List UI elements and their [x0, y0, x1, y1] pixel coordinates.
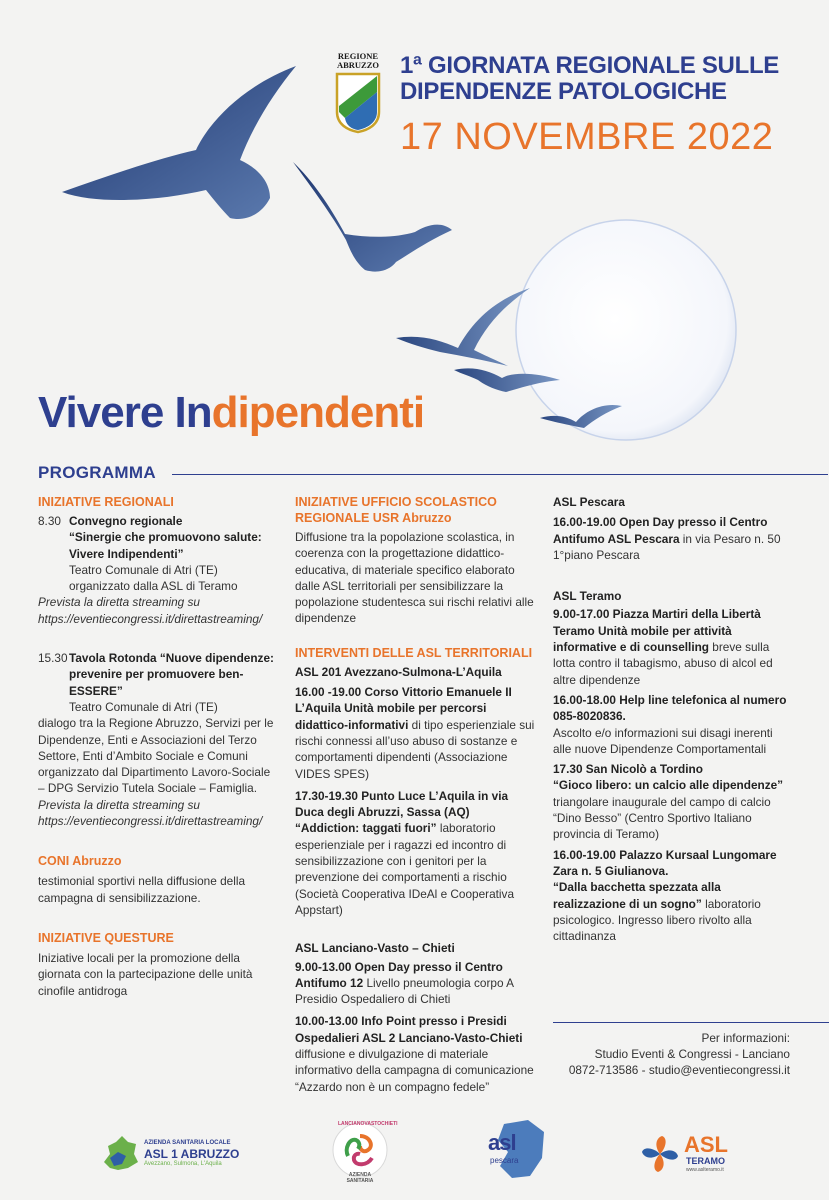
asl2-bottom-text: AZIENDA SANITARIA [346, 1172, 374, 1184]
pinwheel-icon [640, 1134, 680, 1174]
section-heading-questure: INIZIATIVE QUESTURE [38, 930, 174, 945]
asl-teramo-url: www.aslteramo.it [686, 1167, 724, 1173]
event-quote: “Dalla bacchetta spezzata alla realizzazione di un sogno” [553, 880, 721, 911]
streaming-note: Prevista la diretta streaming su [38, 797, 200, 812]
event-description: dialogo tra la Regione Abruzzo, Servizi per le Dipendenze, Enti e Associazioni del Terzo Settore, Enti d’Ambito Sociale e Comuni organizzato dal Dipartimento Lavoro-Sociale – DPG Servizio Tutela Sociale – Famiglia. [38, 716, 274, 796]
asl-teramo-heading: ASL Teramo [553, 589, 622, 604]
regione-abruzzo-crest [334, 52, 382, 134]
asl-teramo-sub: TERAMO [686, 1156, 725, 1166]
event-description: triangolare inaugurale del campo di calcio “Dino Besso” (Centro Sportivo Italiano provincia di Teramo) [553, 794, 771, 842]
asl-pescara-logo [484, 1118, 548, 1180]
event-description: laboratorio esperienziale per i ragazzi ed incontro di sensibilizzazione con i genitori per la prevenzione dei comportamenti a rischio (Società Cooperativa IDeAl e Cooperativa Appstart) [295, 821, 515, 917]
coni-text: testimonial sportivi nella diffusione della campagna di sensibilizzazione. [38, 874, 245, 905]
asl-pescara-heading: ASL Pescara [553, 495, 625, 509]
section-heading-regionali: INIZIATIVE REGIONALI [38, 495, 174, 509]
asl1-name: ASL 1 ABRUZZO [144, 1147, 240, 1161]
asl1-sub: Avezzano, Sulmona, L'Aquila [144, 1161, 222, 1167]
event-description: breve sulla lotta contro il tabagismo, abuso di alcol ed altre dipendenze [553, 640, 773, 687]
usr-text: Diffusione tra la popolazione scolastica, in coerenza con la progettazione didattico-educativa, di materiale specifico elaborato dalle ASL territoriali per sensibilizzare la popolazione studentesca sui rischi relativi alle dipendenze [295, 530, 534, 626]
streaming-note: Prevista la diretta streaming su [38, 595, 200, 610]
event-subtitle: Vivere Indipendenti” [69, 546, 184, 561]
event-title: 16.00-19.00 Open Day presso il Centro Antifumo ASL Pescara [553, 515, 768, 546]
asl-chieti-heading: ASL Lanciano-Vasto – Chieti [295, 941, 455, 956]
moon [516, 220, 736, 440]
asl-teramo-logo [640, 1130, 760, 1178]
event-description: diffusione e divulgazione di materiale informativo della campagna di comunicazione “Azzardo non è un compagno fedele” [295, 1047, 534, 1094]
event-title-line2: DIPENDENZE PATOLOGICHE [400, 78, 727, 105]
event-title: Tavola Rotonda “Nuove dipendenze: [69, 651, 274, 666]
bird-medium [293, 162, 452, 272]
column-1 [38, 494, 278, 999]
event-title: 16.00-18.00 Help line telefonica al numero 085-8020836. [553, 692, 787, 724]
event-description: Livello pneumologia corpo A Presidio Ospedaliero di Chieti [295, 975, 514, 1007]
campaign-title-part1: Vivere In [38, 388, 212, 437]
triskelion-icon [330, 1120, 398, 1180]
event-place: Teatro Comunale di Atri (TE) [69, 562, 218, 577]
event-title: 9.00-13.00 Open Day presso il Centro Antifumo 12 [295, 959, 503, 990]
event-title: 16.00-19.00 Palazzo Kursaal Lungomare Zara n. 5 Giulianova. [553, 847, 777, 878]
event-description: Ascolto e/o informazioni sui disagi inerenti alle nuove Dipendenze Comportamentali [553, 725, 773, 756]
column-3 [553, 494, 793, 944]
event-title: 17.30-19.30 Punto Luce L’Aquila in via Duca degli Abruzzi, Sassa (AQ) [295, 788, 509, 820]
questure-text: Iniziative locali per la promozione della giornata con la partecipazione delle unità cinofile antidroga [38, 950, 253, 998]
asl-teramo-name: ASL [684, 1132, 728, 1157]
contact-info [560, 1030, 790, 1078]
event-time: 8.30 [38, 514, 61, 528]
asl1-small-label: AZIENDA SANITARIA LOCALE [144, 1140, 231, 1146]
event-place: Teatro Comunale di Atri (TE) [69, 699, 218, 714]
event-organizer: organizzato dalla ASL di Teramo [69, 579, 238, 594]
asl-pescara-sub: pescara [490, 1156, 519, 1165]
asl2-ring-text: LANCIANOVASTOCHIETI [338, 1121, 398, 1127]
shield-icon [335, 72, 381, 134]
streaming-link[interactable]: https://eventiecongressi.it/direttastreaming/ [38, 814, 263, 829]
section-heading-usr: INIZIATIVE UFFICIO SCOLASTICO REGIONALE USR Abruzzo [295, 495, 497, 525]
event-time: 15.30 [38, 651, 68, 666]
event-title: 9.00-17.00 Piazza Martiri della Libertà Teramo Unità mobile per attività informative e di counselling [553, 607, 761, 655]
event-quote: “Gioco libero: un calcio alle dipendenze” [553, 778, 784, 793]
section-heading-coni: CONI Abruzzo [38, 854, 122, 869]
asl-pescara-name: asl [488, 1130, 516, 1155]
contact-studio: Studio Eventi & Congressi - Lanciano [594, 1047, 790, 1061]
campaign-title-part2: dipendenti [211, 388, 425, 437]
event-date: 17 NOVEMBRE 2022 [400, 116, 774, 158]
bird-large [62, 66, 296, 219]
event-subtitle: “Sinergie che promuovono salute: [69, 530, 262, 545]
contact-label: Per informazioni: [701, 1031, 790, 1045]
event-quote: “Addiction: taggati fuori” [295, 821, 437, 836]
bird-small-1 [396, 288, 530, 366]
programma-heading: PROGRAMMA [38, 463, 156, 482]
event-title-cont: prevenire per promuovere ben-ESSERE” [69, 667, 244, 698]
section-heading-asl: INTERVENTI DELLE ASL TERRITORIALI [295, 645, 533, 660]
asl2-lanciano-logo [330, 1120, 398, 1184]
asl1-abruzzo-logo [100, 1132, 240, 1176]
event-title-line1: 1ª GIORNATA REGIONALE SULLE [400, 52, 780, 79]
crest-label-2: ABRUZZO [336, 60, 380, 70]
event-description: in via Pesaro n. 50 1°piano Pescara [553, 531, 781, 562]
contact-phone-email[interactable]: 0872-713586 - studio@eventiecongressi.it [568, 1063, 790, 1077]
crest-label-1: REGIONE [337, 51, 379, 61]
asl-aquila-heading: ASL 201 Avezzano-Sulmona-L’Aquila [295, 664, 502, 679]
contact-divider [553, 1022, 829, 1023]
column-2 [295, 494, 537, 1095]
event-description: laboratorio psicologico. Ingresso libero rivolto alla cittadinanza [553, 896, 761, 944]
event-title: Convegno regionale [69, 514, 183, 528]
event-title: 10.00-13.00 Info Point presso i Presidi Ospedalieri ASL 2 Lanciano-Vasto-Chieti [295, 1014, 523, 1045]
streaming-link[interactable]: https://eventiecongressi.it/direttastreaming/ [38, 611, 263, 626]
campaign-title [38, 388, 424, 438]
event-description: di tipo esperienziale sui rischi connessi all’uso abuso di sostanze e comportamenti dipendenti (Associazione VIDES SPES) [295, 717, 535, 781]
abruzzo-map-icon [100, 1132, 142, 1174]
event-title: 16.00 -19.00 Corso Vittorio Emanuele II L’Aquila Unità mobile per percorsi didattico-informativi [295, 685, 512, 732]
programma-divider [172, 474, 828, 475]
event-title: 17.30 San Nicolò a Tordino [553, 762, 703, 777]
